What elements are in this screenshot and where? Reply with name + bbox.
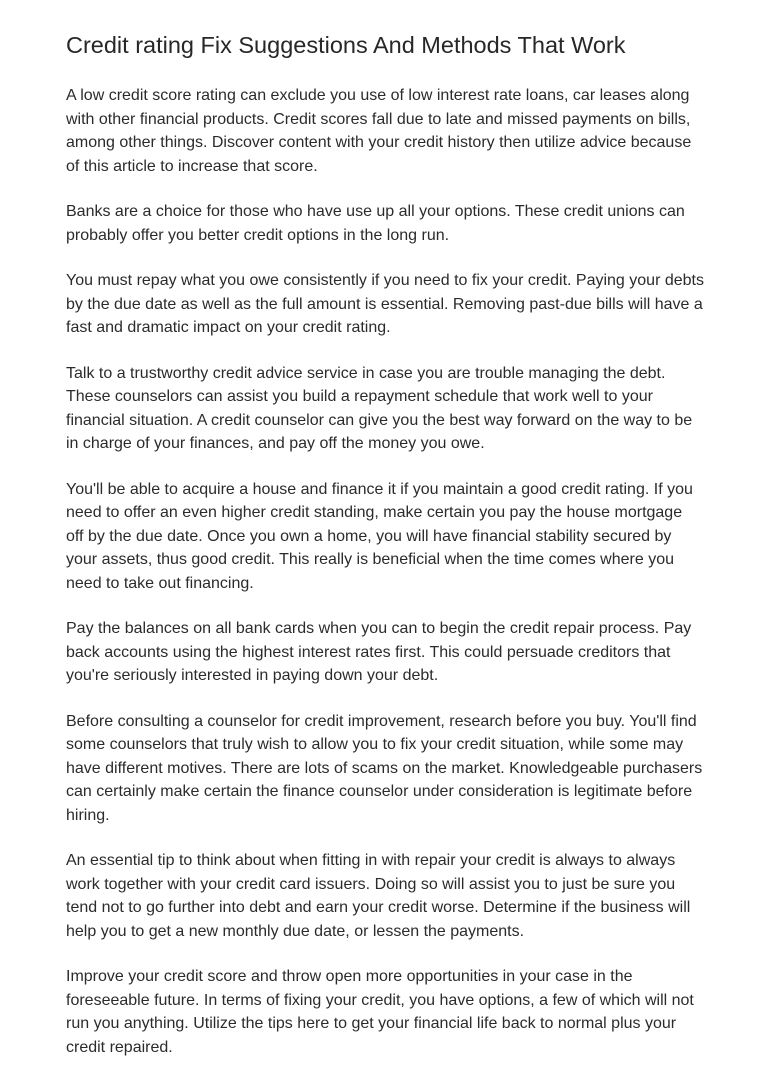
paragraph-house-finance: You'll be able to acquire a house and finance it if you maintain a good credit rating. If you need to offer an even higher credit standing, make certain you pay the house mortgage off by the due date. Once you own a home, you will have financial stability secured by your assets, thus good credit. This really is beneficial when the time comes where you need to take out financing. — [66, 480, 693, 592]
paragraph-repay: You must repay what you owe consistently if you need to fix your credit. Paying your debts by the due date as well as the full amount is essential. Removing past-due bills will have a fast and dramatic impact on your credit rating. — [66, 272, 704, 336]
paragraph-card-issuers: An essential tip to think about when fitting in with repair your credit is always to always work together with your credit card issuers. Doing so will assist you to just be sure you tend not to go further into debt and earn your credit worse. Determine if the business will help you to get a new monthly due date, or lessen the payments. — [66, 852, 691, 940]
paragraph-bank-cards: Pay the balances on all bank cards when you can to begin the credit repair process. Pay back accounts using the highest interest rates first. This could persuade creditors that you're seriously interested in paying down your debt. — [66, 620, 692, 684]
paragraph-credit-advice: Talk to a trustworthy credit advice service in case you are trouble managing the debt. These counselors can assist you build a repayment schedule that work well to your financial situation. A credit counselor can give you the best way forward on the way to be in charge of your finances, and pay off the money you owe. — [66, 364, 693, 452]
document-body — [66, 84, 704, 1059]
paragraph-counselor-research: Before consulting a counselor for credit improvement, research before you buy. You'll find some counselors that truly wish to allow you to fix your credit situation, while some may have different motives. There are lots of scams on the market. Knowledgeable purchasers can certainly make certain the finance counselor under consideration is legitimate before hiring. — [66, 712, 703, 824]
page-title: Credit rating Fix Suggestions And Methods That Work — [66, 32, 626, 58]
paragraph-intro: A low credit score rating can exclude you use of low interest rate loans, car leases along with other financial products. Credit scores fall due to late and missed payments on bills, among other things. Discover content with your credit history then utilize advice because of this article to increase that score. — [66, 87, 692, 175]
paragraph-banks: Banks are a choice for those who have use up all your options. These credit unions can probably offer you better credit options in the long run. — [66, 203, 685, 244]
paragraph-improve-score: Improve your credit score and throw open more opportunities in your case in the foreseeable future. In terms of fixing your credit, you have options, a few of which will not run you anything. Utilize the tips here to get your financial life back to normal plus your credit repaired. — [66, 968, 694, 1056]
